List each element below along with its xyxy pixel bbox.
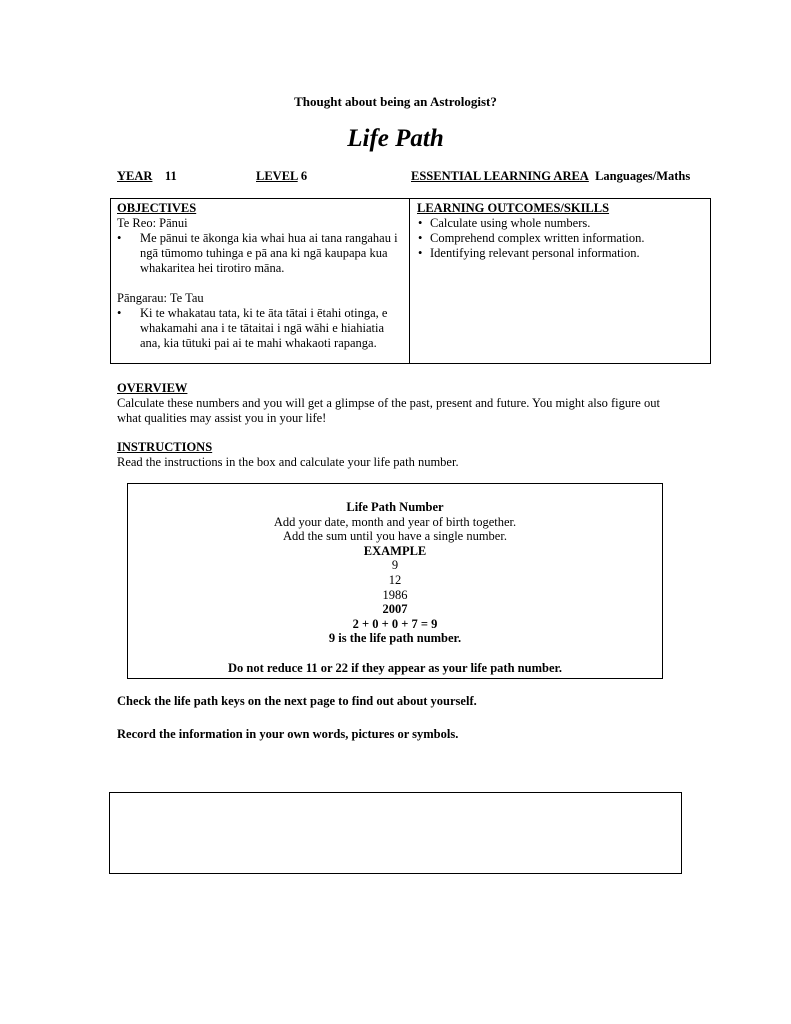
level-label: LEVEL <box>256 169 298 183</box>
bullet-icon: • <box>418 231 423 245</box>
objective-group-label: Pāngarau: Te Tau <box>117 291 204 305</box>
bullet-icon: • <box>418 216 423 230</box>
objective-group-label: Te Reo: Pānui <box>117 216 188 230</box>
objective-item-text: Ki te whakatau tata, ki te āta tātai i ētahi otinga, e whakamahi ana i te tātaitai i ngā wāhi e hiahiatia ana, kia tūtuki pai ai te mahi whakaoti rapanga. <box>140 306 388 350</box>
instructions-heading: INSTRUCTIONS <box>117 440 213 454</box>
outcomes-column <box>417 201 707 261</box>
learning-area-info <box>411 169 690 184</box>
bullet-icon: • <box>418 246 423 260</box>
example-reduction: 2 + 0 + 0 + 7 = 9 <box>352 616 438 631</box>
page-title: Life Path <box>347 125 444 152</box>
example-day: 9 <box>391 558 399 573</box>
example-label: EXAMPLE <box>363 543 427 558</box>
outcome-item <box>417 216 707 231</box>
example-result: 9 is the life path number. <box>328 631 462 646</box>
year-value: 11 <box>164 169 177 183</box>
life-path-box-content <box>128 500 662 676</box>
example-year: 1986 <box>382 587 408 602</box>
life-path-step-2: Add the sum until you have a single number. <box>283 529 507 544</box>
objective-item <box>117 306 403 351</box>
overview-text: Calculate these numbers and you will get a glimpse of the past, present and future. You might also figure out what qualities may assist you in your life! <box>117 396 660 425</box>
example-sum: 2007 <box>382 602 408 617</box>
objective-item-text: Me pānui te ākonga kia whai hua ai tana rangahau i ngā tūmomo tuhinga e pā ana ki ngā kaupapa kua whakaritea hei tirotiro māna. <box>140 231 398 275</box>
learning-area-value: Languages/Maths <box>595 169 691 183</box>
bullet-icon: • <box>117 231 122 245</box>
outcome-item-text: Identifying relevant personal information. <box>430 246 640 260</box>
life-path-box-title: Life Path Number <box>346 500 444 514</box>
objectives-heading: OBJECTIVES <box>117 201 197 215</box>
check-keys-instruction: Check the life path keys on the next page to find out about yourself. <box>117 694 477 708</box>
instructions-text: Read the instructions in the box and calculate your life path number. <box>117 455 459 469</box>
outcome-item-text: Comprehend complex written information. <box>430 231 645 245</box>
objective-item <box>117 231 403 276</box>
objectives-column <box>117 201 403 351</box>
page-subtitle: Thought about being an Astrologist? <box>294 94 497 109</box>
record-instruction: Record the information in your own words, pictures or symbols. <box>117 727 459 741</box>
outcome-item <box>417 246 707 261</box>
year-info <box>117 169 177 184</box>
instructions-section <box>117 440 677 470</box>
outcome-item <box>417 231 707 246</box>
life-path-step-1: Add your date, month and year of birth together. <box>273 514 517 529</box>
overview-heading: OVERVIEW <box>117 381 188 395</box>
table-divider <box>409 199 410 363</box>
outcome-item-text: Calculate using whole numbers. <box>430 216 591 230</box>
bullet-icon: • <box>117 306 122 320</box>
reduction-note: Do not reduce 11 or 22 if they appear as your life path number. <box>227 660 563 675</box>
learning-area-label: ESSENTIAL LEARNING AREA <box>411 169 589 183</box>
objectives-table <box>110 198 711 364</box>
example-month: 12 <box>388 572 402 587</box>
life-path-box <box>127 483 663 679</box>
overview-section <box>117 381 677 426</box>
outcomes-heading: LEARNING OUTCOMES/SKILLS <box>417 201 610 215</box>
level-value: 6 <box>300 169 308 183</box>
answer-box[interactable] <box>109 792 682 874</box>
level-info <box>256 169 307 184</box>
year-label: YEAR <box>117 169 153 183</box>
